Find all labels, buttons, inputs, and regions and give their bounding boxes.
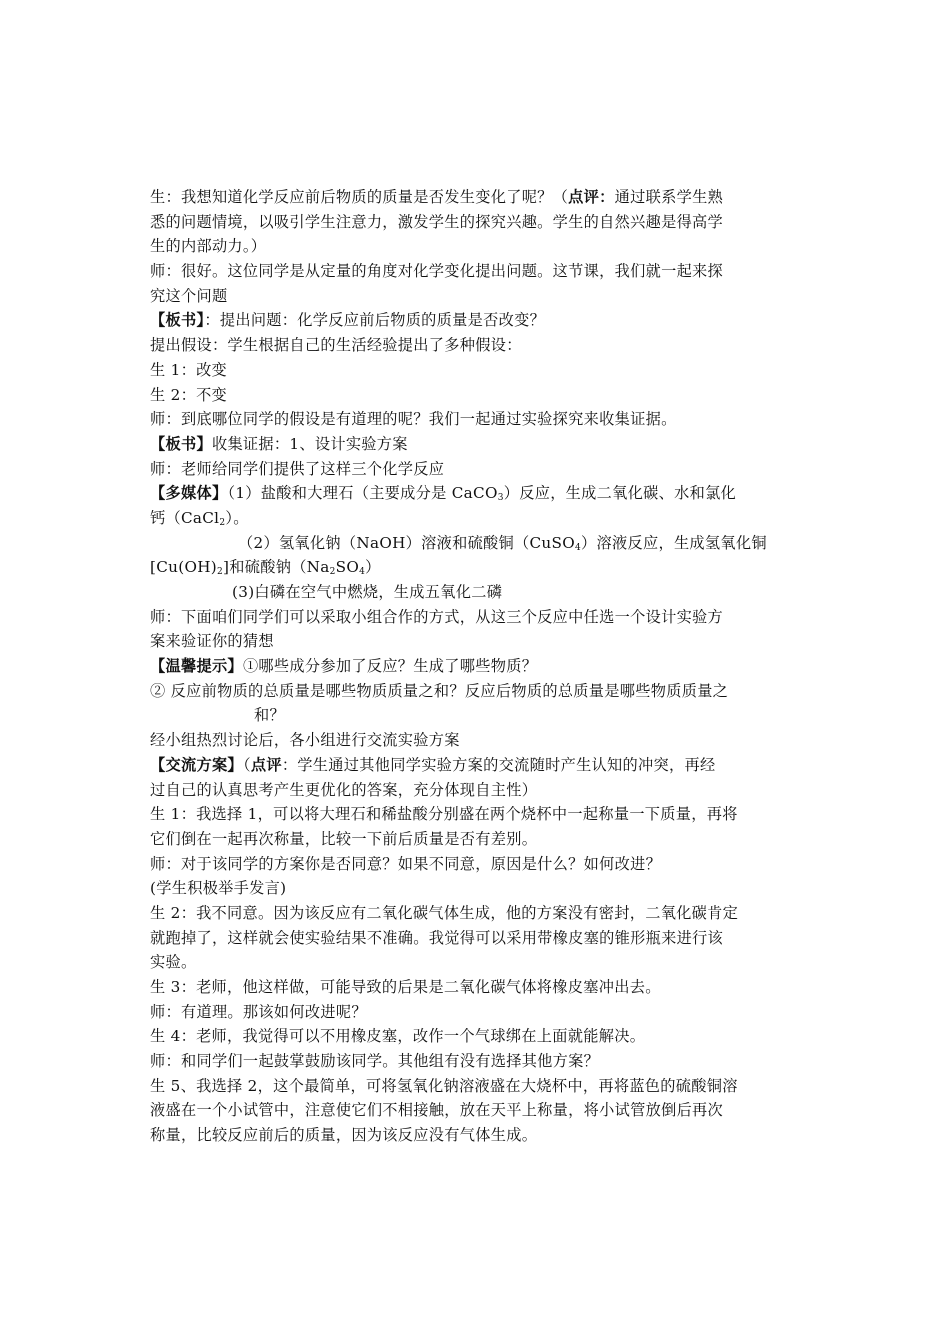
text-line <box>150 506 790 531</box>
text-run: 究这个问题 <box>150 286 228 305</box>
text-run: 悉的问题情境，以吸引学生注意力，激发学生的探究兴趣。学生的自然兴趣是得高学 <box>150 212 724 231</box>
text-run: （2）氢氧化钠（NaOH）溶液和硫酸铜（CuSO <box>238 533 575 552</box>
bold-text-run: 【温馨提示】 <box>150 657 243 676</box>
text-line <box>150 1049 790 1074</box>
text-line <box>150 728 790 753</box>
text-run: ）溶液反应，生成氢氧化铜 <box>581 533 767 552</box>
bold-text-run: 【板书】 <box>150 434 212 453</box>
text-line <box>150 605 790 630</box>
text-line <box>150 679 790 704</box>
subscript-run: 4 <box>359 567 366 578</box>
text-run: SO <box>335 558 360 577</box>
text-line <box>150 950 790 975</box>
text-run: ①哪些成分参加了反应？生成了哪些物质？ <box>242 657 538 676</box>
text-line <box>150 1074 790 1099</box>
text-line <box>150 259 790 284</box>
text-line <box>150 457 790 482</box>
text-line <box>150 1024 790 1049</box>
text-run: ）反应，生成二氧化碳、水和氯化 <box>503 484 737 503</box>
text-line <box>150 185 790 210</box>
text-run: 过自己的认真思考产生更优化的答案，充分体现自主性） <box>150 780 538 799</box>
text-line <box>150 1098 790 1123</box>
text-run: 生 1：我选择 1，可以将大理石和稀盐酸分别盛在两个烧杯中一起称量一下质量，再将 <box>150 805 738 824</box>
text-run: 生的内部动力。） <box>150 237 267 256</box>
text-run: 师：下面咱们同学们可以采取小组合作的方式，从这三个反应中任选一个设计实验方 <box>150 607 724 626</box>
text-run: 生 1：改变 <box>150 360 228 379</box>
text-run: 液盛在一个小试管中，注意使它们不相接触，放在天平上称量，将小试管放倒后再次 <box>150 1101 724 1120</box>
subscript-run: 3 <box>497 493 504 504</box>
text-run: ） <box>365 558 381 577</box>
text-run: ：学生通过其他同学实验方案的交流随时产生认知的冲突，再经 <box>281 755 716 774</box>
subscript-run: 4 <box>574 542 582 553</box>
text-line <box>150 308 790 333</box>
text-line <box>150 654 790 679</box>
text-run: 师：有道理。那该如何改进呢？ <box>150 1002 367 1021</box>
subscript-run: 2 <box>219 517 226 528</box>
text-line <box>150 555 790 580</box>
text-line <box>150 383 790 408</box>
text-run: [Cu(OH) <box>150 558 217 577</box>
text-line <box>150 234 790 259</box>
text-line <box>150 333 790 358</box>
text-line <box>150 876 790 901</box>
text-run: 生 2：我不同意。因为该反应有二氧化碳气体生成，他的方案没有密封，二氧化碳肯定 <box>150 903 739 922</box>
text-run: ）。 <box>225 508 249 527</box>
text-run: (3)白磷在空气中燃烧，生成五氧化二磷 <box>232 583 503 601</box>
text-line <box>150 852 790 877</box>
text-run: 钙（CaCl <box>150 508 220 527</box>
text-run: 称量，比较反应前后的质量，因为该反应没有气体生成。 <box>150 1126 538 1145</box>
text-line <box>150 531 790 556</box>
text-run: 和？ <box>254 706 285 725</box>
text-run: ]和硫酸钠（Na <box>223 558 330 577</box>
text-run: （ <box>242 755 251 774</box>
text-line <box>150 778 790 803</box>
text-line <box>150 210 790 235</box>
text-run: 就跑掉了，这样就会使实验结果不准确。我觉得可以采用带橡皮塞的锥形瓶来进行该 <box>150 928 724 947</box>
text-line <box>150 901 790 926</box>
text-run: ：提出问题：化学反应前后物质的质量是否改变？ <box>204 311 546 330</box>
text-line <box>150 580 790 605</box>
subscript-run: 2 <box>216 567 224 578</box>
text-line <box>150 926 790 951</box>
bold-text-run: 点评 <box>250 755 282 774</box>
text-run: 通过联系学生熟 <box>614 188 724 206</box>
text-run: 师：老师给同学们提供了这样三个化学反应 <box>150 459 445 478</box>
text-run: 生：我想知道化学反应前后物质的质量是否发生变化了呢？（ <box>150 188 569 206</box>
document-body <box>150 185 790 1148</box>
text-line <box>150 481 790 506</box>
text-run: 师：对于该同学的方案你是否同意？如果不同意，原因是什么？如何改进？ <box>150 854 662 873</box>
text-run: 生 2：不变 <box>150 385 228 404</box>
text-run: 案来验证你的猜想 <box>150 632 274 651</box>
text-line <box>150 827 790 852</box>
text-line <box>150 629 790 654</box>
subscript-run: 2 <box>329 567 336 578</box>
text-line <box>150 802 790 827</box>
text-run: 师：和同学们一起鼓掌鼓励该同学。其他组有没有选择其他方案？ <box>150 1052 600 1071</box>
text-run: 收集证据：1、设计实验方案 <box>211 434 408 453</box>
text-run: 师：很好。这位同学是从定量的角度对化学变化提出问题。这节课，我们就一起来探 <box>150 262 724 281</box>
text-run: 生 5、我选择 2，这个最简单，可将氢氧化钠溶液盛在大烧杯中，再将蓝色的硫酸铜溶 <box>150 1076 738 1095</box>
text-run: (学生积极举手发言) <box>150 879 287 898</box>
bold-text-run: 【多媒体】 <box>150 484 228 503</box>
text-line <box>150 1123 790 1148</box>
text-line <box>150 1000 790 1025</box>
text-line <box>150 358 790 383</box>
text-line <box>150 703 790 728</box>
text-run: 经小组热烈讨论后，各小组进行交流实验方案 <box>150 731 460 750</box>
text-run: 实验。 <box>150 953 197 972</box>
text-run: 提出假设：学生根据自己的生活经验提出了多种假设： <box>150 336 522 355</box>
text-run: 生 3：老师，他这样做，可能导致的后果是二氧化碳气体将橡皮塞冲出去。 <box>150 978 661 996</box>
text-run: 师：到底哪位同学的假设是有道理的呢？我们一起通过实验探究来收集证据。 <box>150 410 677 429</box>
text-line <box>150 975 790 1000</box>
bold-text-run: 点评： <box>568 188 615 206</box>
text-line <box>150 407 790 432</box>
text-run: ② 反应前物质的总质量是哪些物质质量之和？反应后物质的总质量是哪些物质质量之 <box>150 681 729 700</box>
bold-text-run: 【板书】 <box>150 311 205 330</box>
text-line <box>150 284 790 309</box>
text-run: （1）盐酸和大理石（主要成分是 CaCO <box>227 484 498 503</box>
text-line <box>150 432 790 457</box>
text-run: 它们倒在一起再次称量，比较一下前后质量是否有差别。 <box>150 829 538 848</box>
text-line <box>150 753 790 778</box>
text-run: 生 4：老师，我觉得可以不用橡皮塞，改作一个气球绑在上面就能解决。 <box>150 1027 646 1046</box>
bold-text-run: 【交流方案】 <box>150 755 243 774</box>
